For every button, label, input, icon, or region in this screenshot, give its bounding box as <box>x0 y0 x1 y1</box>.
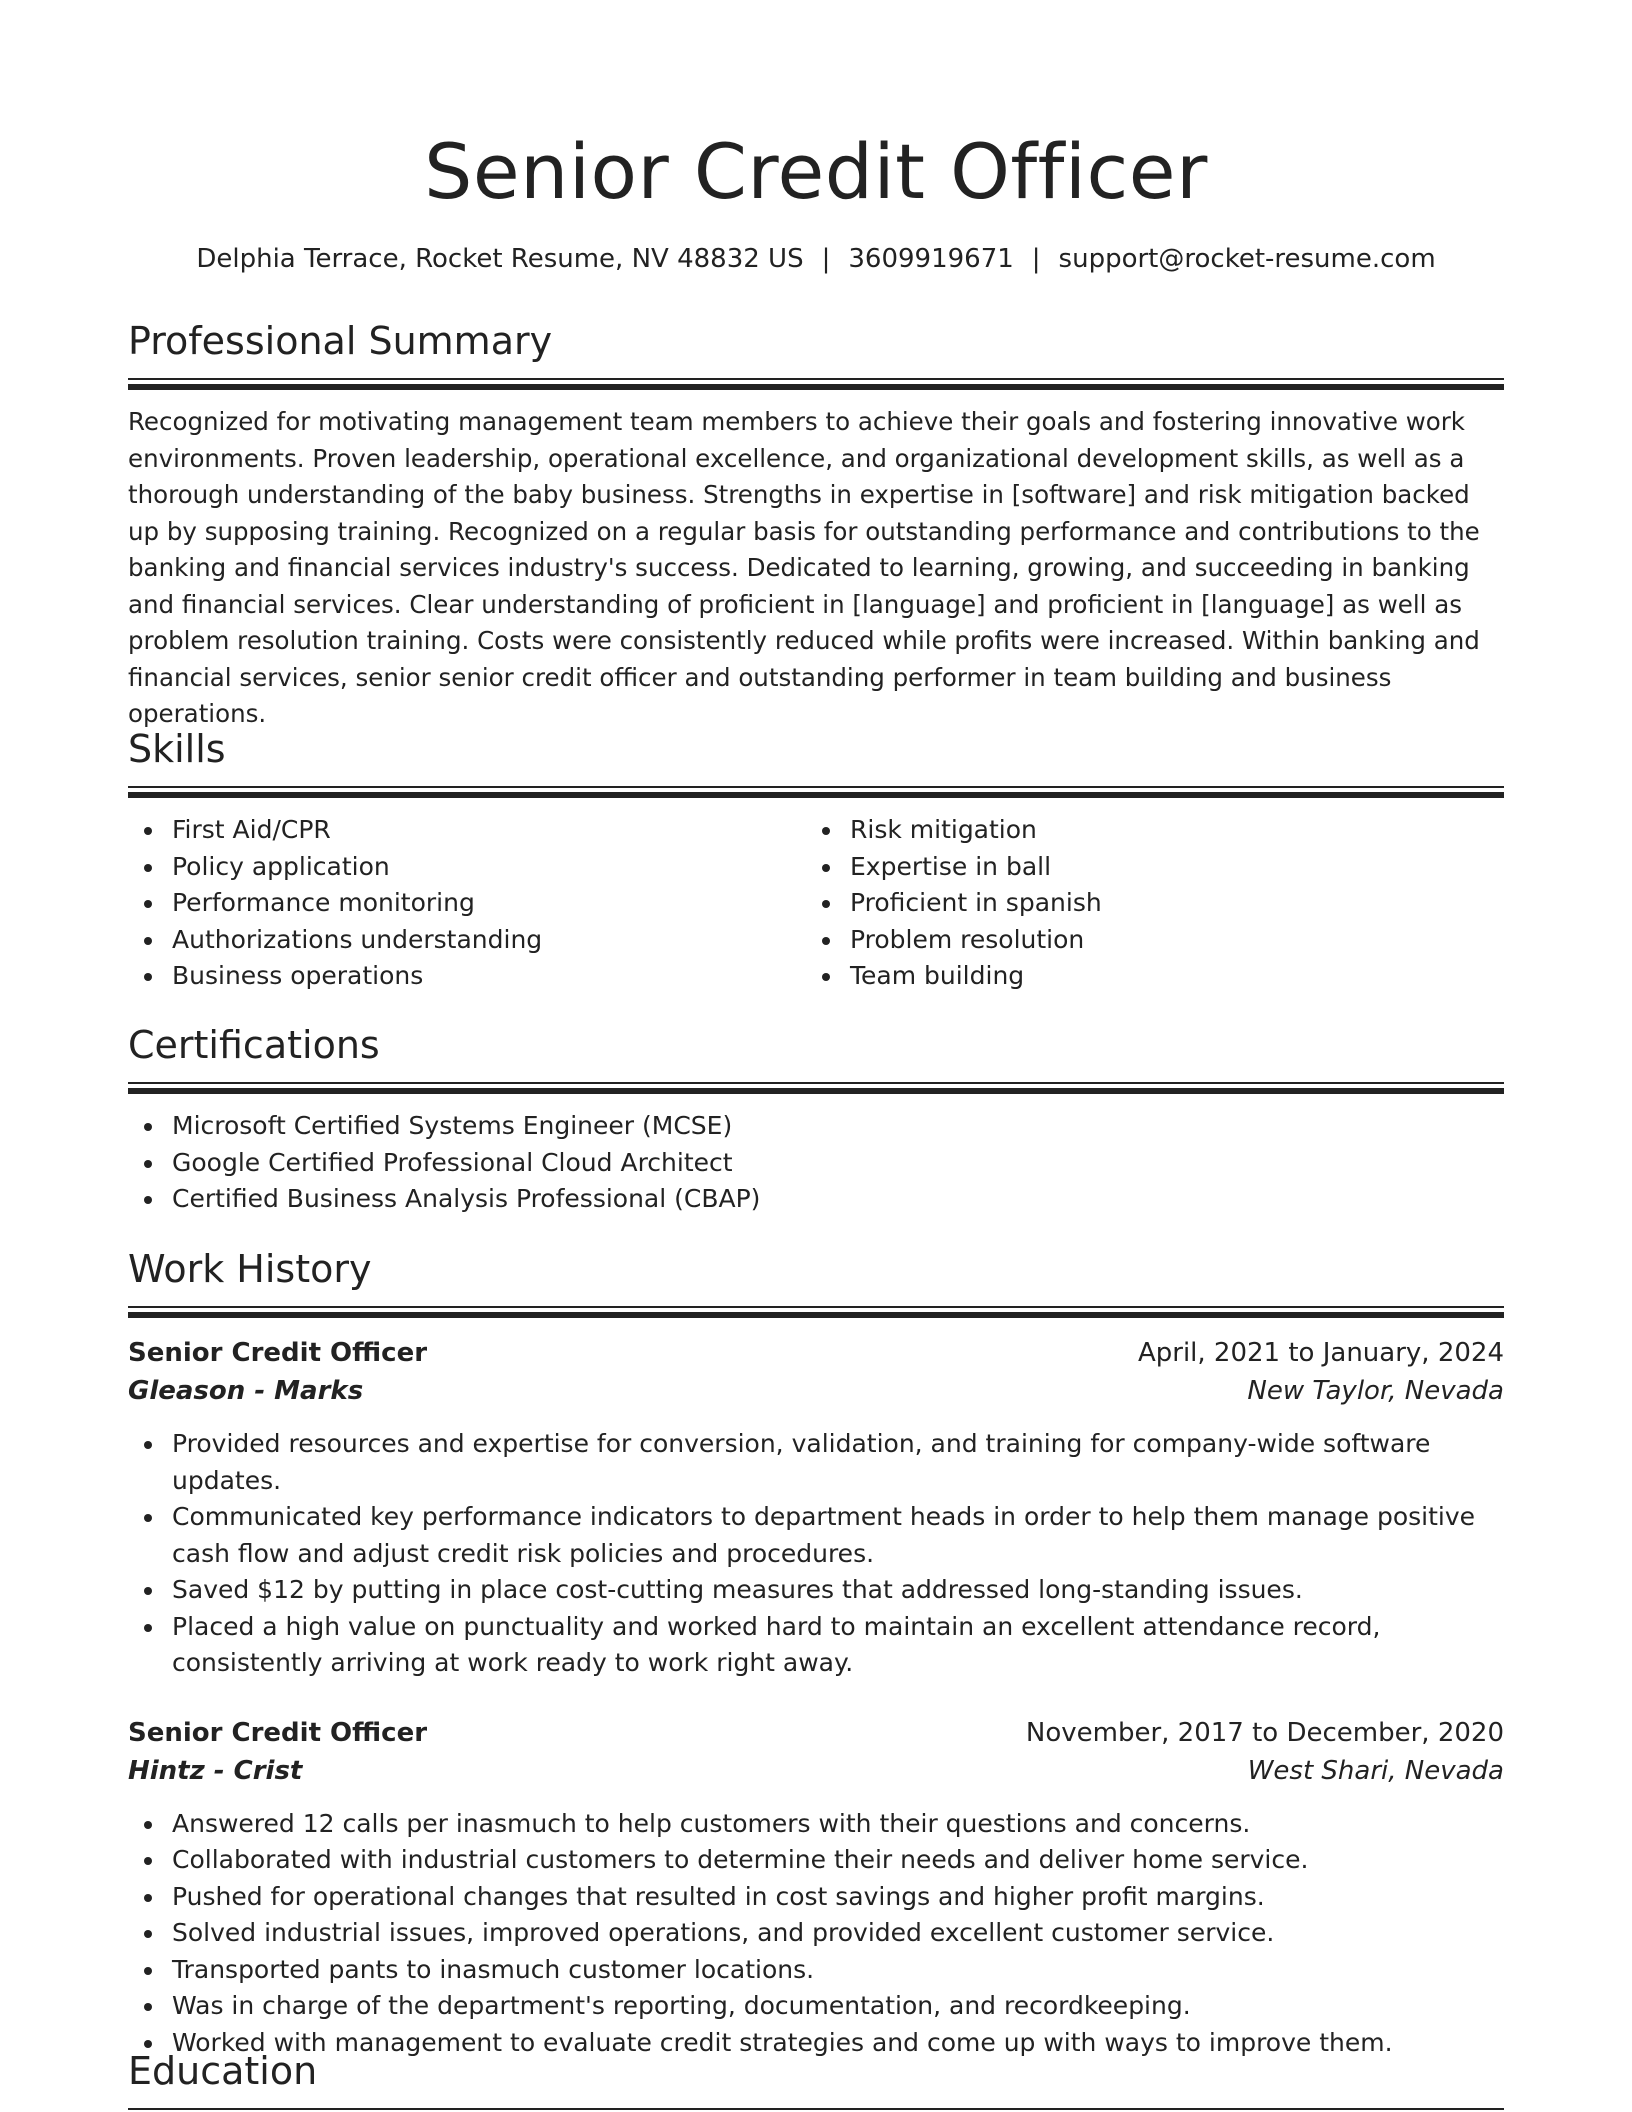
skills-section <box>128 724 1504 995</box>
job-title: Senior Credit Officer <box>128 1717 428 1748</box>
skills-list-right <box>806 812 1484 995</box>
job-subheader <box>128 1752 1504 1790</box>
certification-item: Certified Business Analysis Professional (CBAP) <box>128 1181 1504 1218</box>
section-title: Certifications <box>128 1023 380 1067</box>
job-location: West Shari, Nevada <box>1247 1755 1504 1786</box>
job-bullet: Answered 12 calls per inasmuch to help customers with their questions and concerns. <box>128 1806 1504 1843</box>
job-bullet: Collaborated with industrial customers to determine their needs and deliver home service. <box>128 1842 1504 1879</box>
section-title: Skills <box>128 727 226 771</box>
professional-summary-section <box>128 316 1504 733</box>
section-title: Work History <box>128 1247 372 1291</box>
job-bullet: Pushed for operational changes that resulted in cost savings and higher profit margins. <box>128 1879 1504 1916</box>
job-company: Gleason - Marks <box>128 1376 364 1406</box>
contact-separator: | <box>1031 244 1041 274</box>
resume-name: Senior Credit Officer <box>424 127 1208 216</box>
certification-item: Google Certified Professional Cloud Architect <box>128 1145 1504 1182</box>
contact-separator: | <box>821 244 831 274</box>
job-header <box>128 1714 1504 1752</box>
job-bullet: Placed a high value on punctuality and worked hard to maintain an excellent attendance record, consistently arriving at work ready to work right away. <box>128 1609 1504 1682</box>
work-history-section <box>128 1244 1504 2061</box>
certifications-list <box>128 1108 1504 1218</box>
job-bullet: Saved $12 by putting in place cost-cutting measures that addressed long-standing issues. <box>128 1572 1504 1609</box>
job-entry <box>128 1714 1504 2062</box>
job-company: Hintz - Crist <box>128 1755 303 1786</box>
section-title: Education <box>128 2049 318 2093</box>
skill-item: Risk mitigation <box>806 812 1484 849</box>
job-bullet: Transported pants to inasmuch customer locations. <box>128 1952 1504 1989</box>
education-section <box>128 2046 1504 2110</box>
skill-item: Authorizations understanding <box>128 922 806 959</box>
resume-page <box>128 0 1504 2093</box>
contact-line <box>128 242 1504 276</box>
skill-item: Performance monitoring <box>128 885 806 922</box>
section-divider <box>128 1082 1504 1094</box>
skill-item: First Aid/CPR <box>128 812 806 849</box>
skill-item: Policy application <box>128 849 806 886</box>
job-bullets <box>128 1806 1504 2062</box>
job-bullet: Was in charge of the department's reporting, documentation, and recordkeeping. <box>128 1988 1504 2025</box>
skill-item: Team building <box>806 958 1484 995</box>
skill-item: Problem resolution <box>806 922 1484 959</box>
skills-grid <box>128 812 1504 995</box>
certification-item: Microsoft Certified Systems Engineer (MCSE) <box>128 1108 1504 1145</box>
job-header <box>128 1334 1504 1372</box>
section-divider <box>128 378 1504 390</box>
section-divider <box>128 1306 1504 1318</box>
job-bullet: Provided resources and expertise for conversion, validation, and training for company-wide software updates. <box>128 1426 1504 1499</box>
skill-item: Business operations <box>128 958 806 995</box>
section-title: Professional Summary <box>128 319 553 363</box>
certifications-section <box>128 1020 1504 1218</box>
summary-text: Recognized for motivating management team members to achieve their goals and fostering innovative work environments. Proven leadership, operational excellence, and organizational development skills, as well as a thorough understanding of the baby business. Strengths in expertise in [software] and risk mitigation backed up by supposing training. Recognized on a regular basis for outstanding performance and contributions to the banking and financial services industry's success. Dedicated to learning, growing, and succeeding in banking and financial services. Clear understanding of proficient in [language] and proficient in [language] as well as problem resolution training. Costs were consistently reduced while profits were increased. Within banking and financial services, senior senior credit officer and outstanding performer in team building and business operations. <box>128 407 1480 728</box>
contact-email: support@rocket-resume.com <box>1058 244 1436 274</box>
job-bullets <box>128 1426 1504 1682</box>
job-bullet: Worked with management to evaluate credit strategies and come up with ways to improve them. <box>128 2025 1504 2062</box>
job-subheader <box>128 1372 1504 1410</box>
job-entry <box>128 1334 1504 1682</box>
job-dates: November, 2017 to December, 2020 <box>1025 1717 1504 1748</box>
skill-item: Expertise in ball <box>806 849 1484 886</box>
contact-address: Delphia Terrace, Rocket Resume, NV 48832 US <box>196 244 804 274</box>
job-bullet: Solved industrial issues, improved operations, and provided excellent customer service. <box>128 1915 1504 1952</box>
section-divider <box>128 786 1504 798</box>
skill-item: Proficient in spanish <box>806 885 1484 922</box>
job-dates: April, 2021 to January, 2024 <box>1137 1338 1504 1368</box>
job-title: Senior Credit Officer <box>128 1338 428 1368</box>
job-bullet: Communicated key performance indicators to department heads in order to help them manage positive cash flow and adjust credit risk policies and procedures. <box>128 1499 1504 1572</box>
job-location: New Taylor, Nevada <box>1247 1376 1504 1406</box>
contact-phone: 3609919671 <box>848 244 1014 274</box>
skills-list-left <box>128 812 806 995</box>
section-divider <box>128 2108 1504 2110</box>
